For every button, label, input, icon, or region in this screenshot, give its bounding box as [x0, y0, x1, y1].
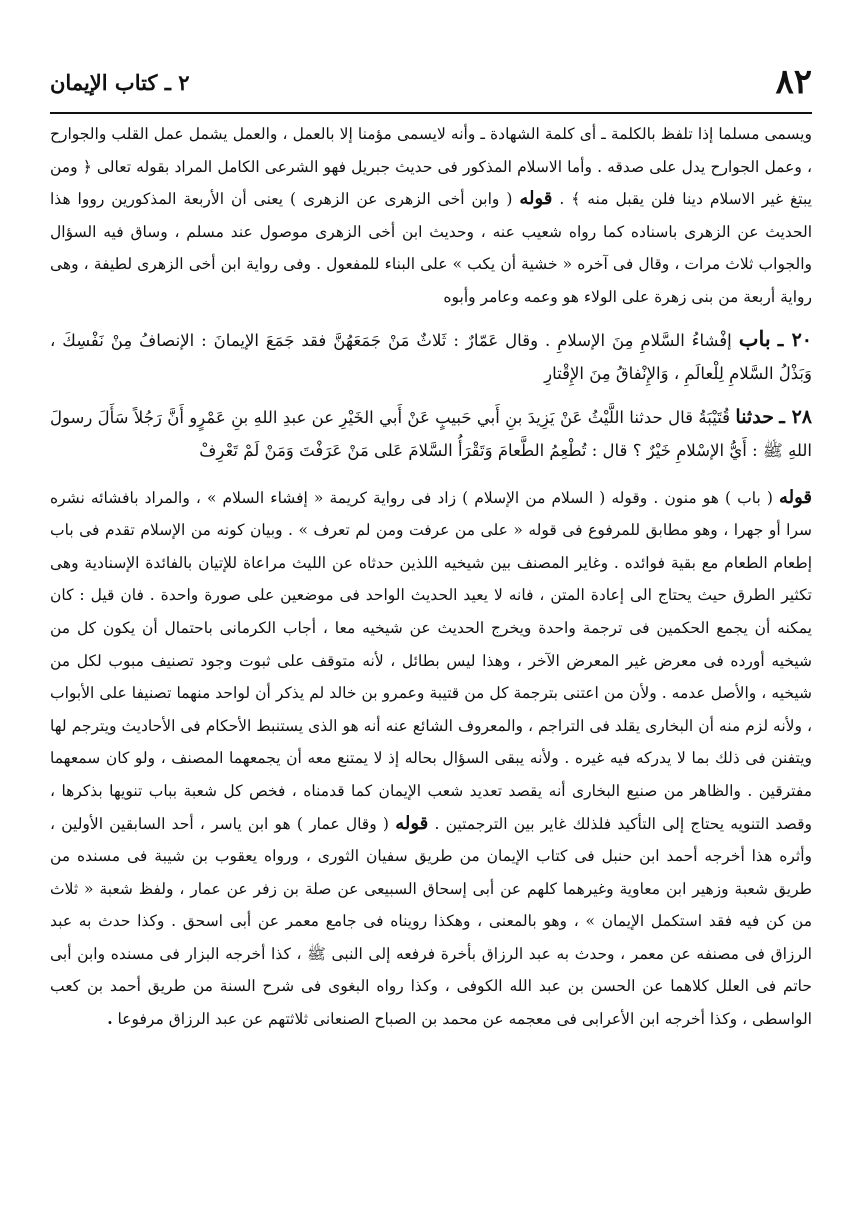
- commentary-line: ويسمى مسلما إذا تلفظ بالكلمة ـ أى كلمة الشهادة ـ وأنه لايسمى مؤمنا إلا بالعمل ، والعمل يشمل عمل القلب: [111, 125, 812, 143]
- page-header: [50, 58, 812, 110]
- qawluhu-marker: قوله: [519, 188, 553, 210]
- page-body: [50, 118, 812, 1036]
- commentary-line: الواسطى ، وكذا أخرجه ابن الأعرابى فى معجمه عن محمد بن الصباح الصنعانى ثلاثتهم عن عبد الرزاق مرفوعا: [117, 1010, 812, 1029]
- commentary-line: ( وقال عمار ) هو ابن ياسر ، أحد السابقين الأولين ، وأثره هذا أخرجه أحمد: [50, 814, 812, 866]
- commentary-line: يقصد تعديد شعب الإيمان كما قدمناه ، فخص كل شعبة بباب تنويها بذكرها ، وقصد التنويه يحتاج إلى التأكيد: [50, 781, 812, 833]
- commentary-block-2: [50, 482, 812, 1036]
- commentary-line: والجوارح ، وعمل الجوارح يدل على صدقه . وأما الاسلام المذكور فى حديث جبريل فهو الشرعى الكامل المراد: [50, 125, 812, 176]
- commentary-line: الشائع عنه أنه هو الذى يستنبط الأحكام فى الأحاديث ويترجم لها ويتفنن فى ذلك بما لا يدركه فيه غيره . ولأنه: [50, 716, 813, 768]
- commentary-line: ( باب ) هو منون . وقوله ( السلام من الإسلام ) زاد فى رواية كريمة « إفشاء السلام » ، والمراد بافشائه: [90, 488, 773, 507]
- commentary-line: صورة واحدة . فان قيل : كان يمكنه أن يجمع الحكمين فى ترجمة واحدة ويخرج الحديث عن شيخيه معا ، أجاب: [50, 586, 812, 637]
- hadith-block: [50, 401, 812, 468]
- chapter-title-continuation: مِنْ نَفْسِكَ ، وَبَذْلُ السَّلامِ لِلْعالَمِ ، وَالإِنْفاقُ مِنَ الإِقْتارِ: [50, 330, 812, 384]
- commentary-line: الكرمانى باحتمال أن يكون كل من شيخيه أورده فى معرض غير المعرض الآخر ، وهذا ليس بطائل ، لأنه: [50, 618, 812, 670]
- commentary-line: ابن حنبل فى كتاب الإيمان من طريق سفيان الثورى ، ورواه يعقوب بن شيبة فى مسنده من طريق شعبة وزهير: [50, 847, 812, 898]
- chapter-number: ٢٠ ـ: [777, 328, 813, 351]
- haddathana-label: حدثنا: [735, 405, 774, 428]
- running-title: ٢ ـ كتاب الإيمان: [50, 70, 190, 95]
- hadith-text: قُتَيْبَةُ قال حدثنا اللَّيْثُ عَنْ يَزِيدَ بنِ أَبي حَبيبٍ عَنْ أَبي الخَيْرِ عن عبدِ اللهِ بنِ عَمْرٍو أَنَّ رَجُلاً سَأَلَ رسولَ اللهِ ﷺ : أَيُّ الإسْلامِ خَيْرٌ ؟ قال : تُطْعِمُ الطَّعامَ وَتَقْرَأُ السَّلامَ عَلى مَنْ عَرَفْتَ وَمَنْ لَمْ تَعْرِفْ: [50, 407, 812, 461]
- commentary-line: للمفعول . وفى رواية ابن أخى الزهرى لطيفة ، وهى رواية أربعة من بنى زهرة على الولاء هو وعمه وعامر وأبوه: [50, 255, 812, 306]
- hadith-number: ٢٨ ـ: [779, 405, 813, 428]
- qawluhu-marker: قوله: [395, 812, 429, 834]
- chapter-label: باب: [738, 325, 771, 351]
- commentary-line: متوقف على ثبوت وجود تصنيف مبوب لكل من شيخيه ، والأصل عدمه . ولأن من اعتنى بترجمة كل من قتيبة: [50, 651, 812, 703]
- qawluhu-marker: قوله: [778, 486, 812, 508]
- commentary-line: استكمل الإيمان » ، وهو بالمعنى ، وهكذا رويناه فى جامع معمر عن أبى اسحق . وكذا حدث به عبد الرزاق فى: [50, 912, 812, 963]
- commentary-line: فلذلك غاير بين الترجمتين .: [434, 814, 612, 833]
- commentary-line: نشره سرا أو جهرا ، وهو مطابق للمرفوع فى قوله « على من عرفت ومن لم تعرف » . وبيان كونه من الإسلام: [50, 488, 813, 540]
- commentary-block-1: [50, 118, 812, 314]
- commentary-line: موصول عند مسلم ، وساق فيه السؤال والجواب ثلاث مرات ، وقال فى آخره « خشية أن يكب » على البناء: [50, 222, 812, 274]
- header-divider: [50, 112, 812, 114]
- chapter-heading: [50, 322, 812, 391]
- commentary-line: تقدم فى باب إطعام الطعام مع بقية فوائده . وغاير المصنف بين شيخيه اللذين حدثاه عن الليث مراعاة للإتيان: [50, 521, 813, 572]
- commentary-line: الأربعة المذكورين رووا هذا الحديث عن الزهرى باسناده كما رواه شعيب عنه ، وحديث ابن أخى الزهرى: [50, 190, 812, 241]
- chapter-title: إفْشاءُ السَّلامِ مِنَ الإسلامِ . وقال عَمّارٌ : ثَلاثٌ مَنْ جَمَعَهُنَّ فقد جَمَعَ الإيمانَ : الإنصافُ: [139, 330, 732, 350]
- commentary-line: حاتم فى العلل كلاهما عن الحسن بن عبد الله الكوفى ، وكذا رواه البغوى فى شرح السنة من طريق أحمد بن كعب: [50, 977, 812, 996]
- commentary-line: ( وابن أخى الزهرى عن الزهرى ) يعنى أن: [231, 190, 513, 209]
- commentary-line: بقوله تعالى ﴿ ومن يبتغ غير الاسلام دينا فلن يقبل منه ﴾ .: [50, 157, 812, 209]
- commentary-line: مصنفه عن معمر ، وحدث به عبد الرزاق بأخرة فرفعه إلى النبى ﷺ ، كذا أخرجه البزار فى مسنده وابن أبى: [50, 944, 739, 963]
- commentary-line: ابن معاوية وغيرهما كلهم عن أبى إسحاق السبيعى عن صلة بن زفر عن عمار ، ولفظ شعبة « ثلاث من كن فيه فقد: [50, 879, 813, 931]
- final-period: .: [107, 1009, 113, 1029]
- commentary-line: بالفائدة الإسنادية وهى تكثير الطرق حيث يحتاج الى إعادة المتن ، فانه لا يعيد الحديث الواحد فى موضعين على: [50, 553, 812, 605]
- commentary-line: يبقى السؤال بحاله إذ لا يمتنع معه أن يجمعهما المصنف ، ولو كان سمعهما مفترقين . والظاهر من صنيع البخارى أنه: [50, 749, 813, 800]
- page-number: ٨٢: [775, 62, 812, 102]
- commentary-line: وعمرو بن خالد لم يذكر أن لواحد منهما تصنيفا على الأبواب ، ولأنه لزم منه أن البخارى يقلد فى التراجم ، والمعروف: [50, 684, 812, 735]
